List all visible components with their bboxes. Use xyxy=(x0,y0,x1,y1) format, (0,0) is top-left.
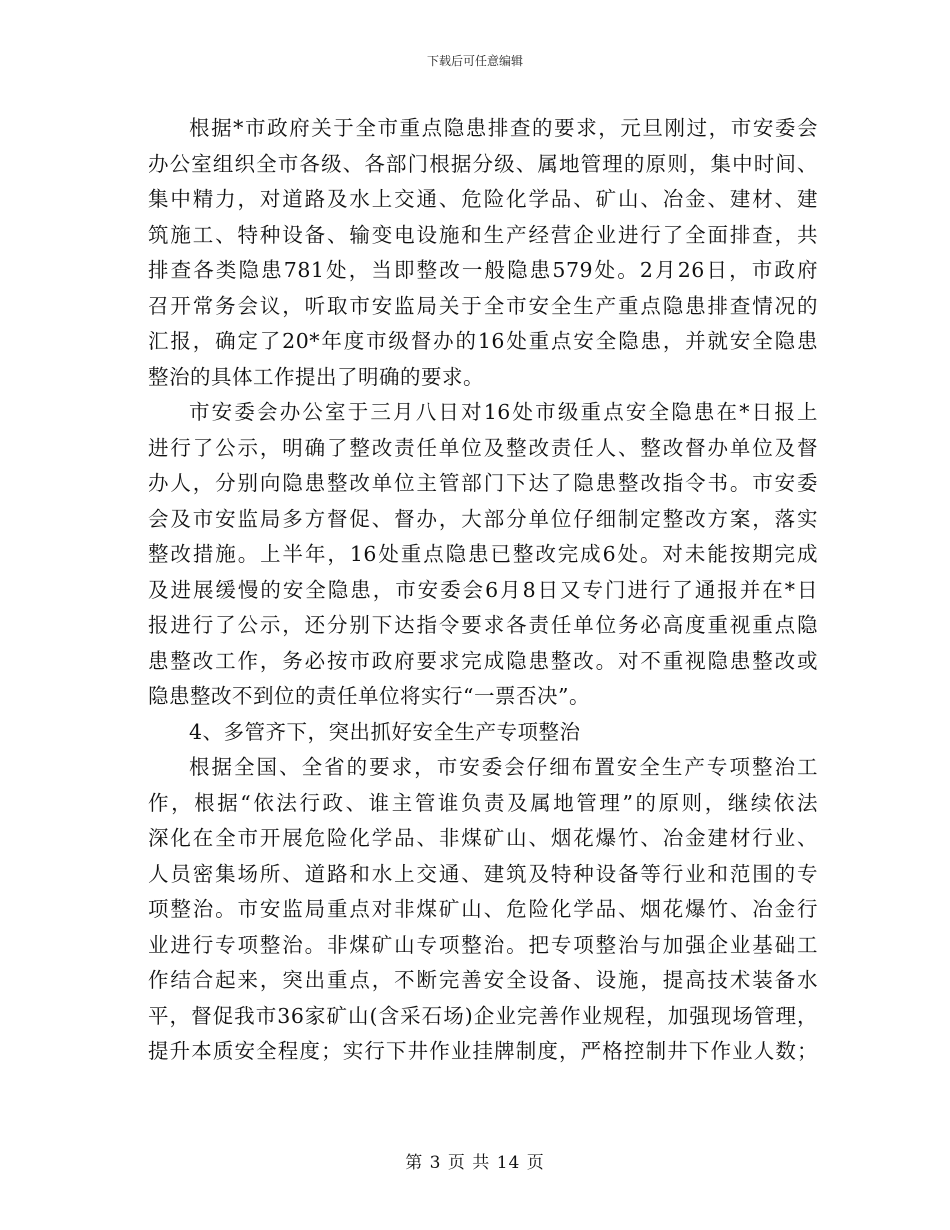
text-line: 排查各类隐患781处，当即整改一般隐患579处。2月26日，市政府 xyxy=(148,258,818,282)
text-line: 业进行专项整治。非煤矿山专项整治。把专项整治与加强企业基础工 xyxy=(148,932,818,957)
page-header: 下载后可任意编辑 xyxy=(426,54,523,68)
text-line: 患整改工作，务必按市政府要求完成隐患整改。对不重视隐患整改或 xyxy=(148,648,818,673)
text-line: 根据全国、全省的要求，市安委会仔细布置安全生产专项整治工 xyxy=(189,755,818,779)
text-line: 召开常务会议，听取市安监局关于全市安全生产重点隐患排查情况的 xyxy=(148,293,818,318)
text-line: 整治的具体工作提出了明确的要求。 xyxy=(148,364,484,389)
text-line: 及进展缓慢的安全隐患，市安委会6月8日又专门进行了通报并在*日 xyxy=(148,577,818,602)
text-line: 作结合起来，突出重点，不断完善安全设备、设施，提高技术装备水 xyxy=(148,968,818,992)
text-line: 整改措施。上半年，16处重点隐患已整改完成6处。对未能按期完成 xyxy=(148,542,818,566)
text-line: 汇报，确定了20*年度市级督办的16处重点安全隐患，并就安全隐患 xyxy=(148,329,818,353)
text-line: 进行了公示，明确了整改责任单位及整改责任人、整改督办单位及督 xyxy=(148,435,818,460)
body-text xyxy=(148,111,818,1070)
text-line: 报进行了公示，还分别下达指令要求各责任单位务必高度重视重点隐 xyxy=(148,613,818,637)
section-heading: 4、多管齐下，突出抓好安全生产专项整治 xyxy=(189,719,581,744)
text-line: 办人，分别向隐患整改单位主管部门下达了隐患整改指令书。市安委 xyxy=(148,471,818,495)
text-line: 平，督促我市36家矿山(含采石场)企业完善作业规程，加强现场管理， xyxy=(148,1003,818,1028)
text-line: 办公室组织全市各级、各部门根据分级、属地管理的原则，集中时间、 xyxy=(148,151,818,176)
text-line: 根据*市政府关于全市重点隐患排查的要求，元旦刚过，市安委会 xyxy=(189,116,818,140)
text-line: 市安委会办公室于三月八日对16处市级重点安全隐患在*日报上 xyxy=(189,400,818,424)
text-line: 深化在全市开展危险化学品、非煤矿山、烟花爆竹、冶金建材行业、 xyxy=(148,826,818,850)
text-line: 筑施工、特种设备、输变电设施和生产经营企业进行了全面排查，共 xyxy=(148,222,818,247)
text-line: 会及市安监局多方督促、督办，大部分单位仔细制定整改方案，落实 xyxy=(148,506,818,531)
text-line: 集中精力，对道路及水上交通、危险化学品、矿山、冶金、建材、建 xyxy=(148,187,818,211)
text-line: 作，根据“依法行政、谁主管谁负责及属地管理”的原则，继续依法 xyxy=(148,790,818,815)
page-footer: 第 3 页 共 14 页 xyxy=(405,1153,545,1173)
text-line: 隐患整改不到位的责任单位将实行“一票否决”。 xyxy=(148,684,590,708)
text-line: 项整治。市安监局重点对非煤矿山、危险化学品、烟花爆竹、冶金行 xyxy=(148,897,818,921)
text-line: 人员密集场所、道路和水上交通、建筑及特种设备等行业和范围的专 xyxy=(148,861,818,886)
text-line: 提升本质安全程度；实行下井作业挂牌制度，严格控制井下作业人数； xyxy=(148,1039,818,1063)
